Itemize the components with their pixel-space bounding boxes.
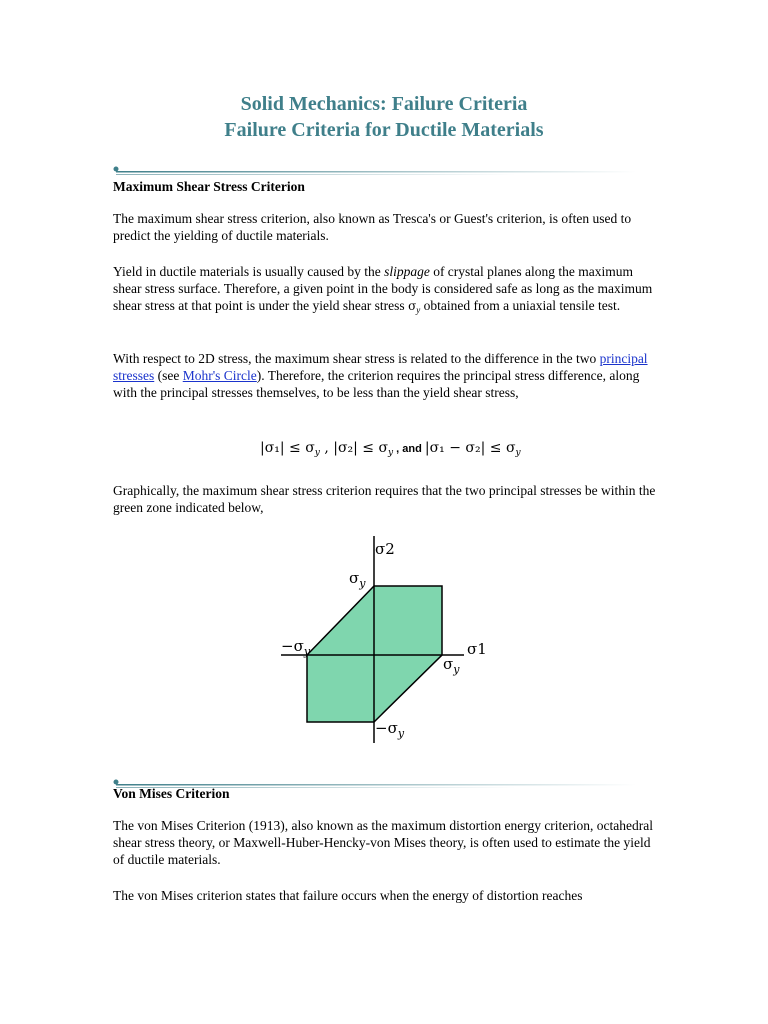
- emphasis-slippage: slippage: [384, 264, 430, 279]
- text-run: Yield in ductile materials is usually caused by the: [113, 264, 385, 279]
- formula-sub: y: [314, 448, 320, 458]
- divider-graphic: [112, 165, 640, 177]
- tresca-paragraph-1: The maximum shear stress criterion, also known as Tresca's or Guest's criterion, is often used to predict the yielding of ductile materials.: [113, 211, 632, 243]
- principal-stresses-link[interactable]: principal stresses: [113, 351, 648, 383]
- page-title-line-1: Solid Mechanics: Failure Criteria: [240, 93, 528, 115]
- text-run: obtained from a uniaxial tensile test.: [420, 298, 621, 313]
- tresca-formula: [260, 440, 521, 458]
- tresca-paragraph-2: [113, 263, 661, 319]
- text-run: With respect to 2D stress, the maximum shear stress is related to the difference in the two: [113, 351, 600, 366]
- formula-sub: y: [388, 448, 394, 458]
- sigma-y-right-label: $\sigma_y$: [443, 655, 460, 676]
- section-divider: [112, 165, 640, 177]
- subscript-y: y: [416, 305, 421, 315]
- section-heading-tresca: Maximum Shear Stress Criterion: [113, 179, 305, 194]
- formula-term-3: |σ₁ − σ₂| ≤ σ: [424, 440, 516, 456]
- sigma-y-top-label: $\sigma_y$: [349, 569, 366, 590]
- formula-term-1: |σ₁| ≤ σ: [260, 440, 315, 456]
- divider-line-thin: [116, 174, 516, 175]
- sigma1-axis-label: σ1: [467, 640, 487, 658]
- vonmises-paragraph-1: The von Mises Criterion (1913), also known as the maximum distortion energy criterion, octahedral shear stress theory, or Maxwell-Huber-Hencky-von Mises theory, is often used to estimate the yield of ductile materials.: [113, 818, 654, 867]
- tresca-paragraph-4: Graphically, the maximum shear stress criterion requires that the two principal stresses be within the green zone indicated below,: [113, 483, 656, 515]
- mohrs-circle-link[interactable]: Mohr's Circle: [182, 368, 257, 383]
- divider-bullet: [114, 167, 119, 172]
- formula-term-2: , |σ₂| ≤ σ: [319, 440, 389, 456]
- divider-line: [116, 171, 636, 173]
- formula-sub: y: [515, 448, 521, 458]
- text-run: of crystal planes along the maximum shear stress surface. Therefore, a given point in the body is considered safe as long as the maximum shear stress at that point is under the yield shear stress: [113, 264, 653, 313]
- sigma2-axis-label: σ2: [375, 540, 395, 558]
- section-heading-von-mises: Von Mises Criterion: [113, 786, 230, 801]
- tresca-yield-diagram: [278, 533, 498, 753]
- vonmises-paragraph-2: The von Mises criterion states that failure occurs when the energy of distortion reaches: [113, 888, 583, 903]
- text-run: (see: [154, 368, 183, 383]
- formula-and: , and: [393, 443, 425, 455]
- minus-sigma-y-left-label: $-\sigma_y$: [281, 637, 311, 658]
- page-title-line-2: Failure Criteria for Ductile Materials: [224, 119, 544, 141]
- text-run: ). Therefore, the criterion requires the principal stress difference, along with the principal stresses themselves, to be less than the yield shear stress,: [113, 368, 640, 400]
- yield-surface-svg: [278, 533, 498, 748]
- divider-bullet: [114, 780, 119, 785]
- tresca-paragraph-3: [113, 350, 661, 401]
- minus-sigma-y-bottom-label: $-\sigma_y$: [375, 719, 405, 740]
- sigma-symbol: σ: [408, 299, 417, 313]
